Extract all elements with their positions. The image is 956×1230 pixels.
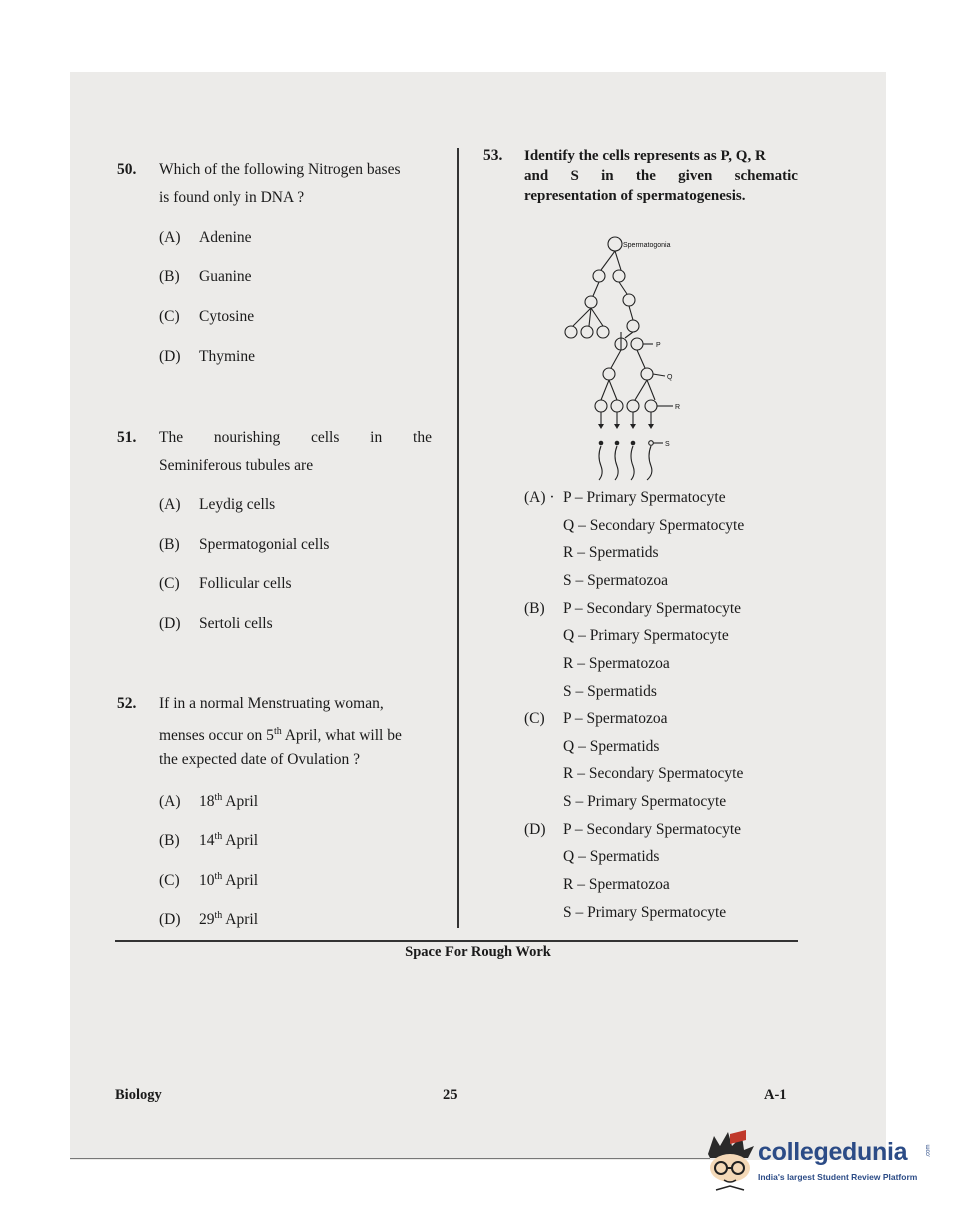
question-text: If in a normal Menstruating woman, (159, 695, 384, 712)
question-number: 52. (117, 695, 137, 712)
label-r: R (675, 404, 681, 411)
option-c-row: S – Primary Spermatocyte (563, 793, 727, 810)
cell (595, 400, 607, 412)
footer-page-number: 25 (443, 1087, 458, 1103)
option-c-row: R – Secondary Spermatocyte (563, 765, 744, 782)
option-b-row: Q – Primary Spermatocyte (563, 627, 729, 644)
option-c: (C) 10th April (159, 871, 259, 890)
option-b: (B) Spermatogonial cells (159, 536, 330, 553)
cell (627, 320, 639, 332)
option-a: (A) 18th April (159, 792, 259, 811)
sperm-tail (647, 446, 652, 480)
logo-wordmark: collegedunia (758, 1138, 908, 1166)
cell-s (649, 441, 654, 446)
label-q: Q (667, 374, 673, 381)
cell-spermatogonia (608, 237, 622, 251)
cell (611, 400, 623, 412)
question-text: Seminiferous tubules are (159, 457, 314, 474)
option-a-row: R – Spermatids (563, 544, 659, 561)
cell (623, 294, 635, 306)
question-text: the expected date of Ovulation ? (159, 751, 360, 768)
option-b-row: P – Secondary Spermatocyte (563, 600, 742, 617)
rough-work-label: Space For Rough Work (405, 944, 551, 960)
mascot-icon (700, 1128, 758, 1194)
column-divider (457, 148, 459, 928)
option-c: (C) Cytosine (159, 308, 255, 325)
spermatogenesis-diagram (555, 232, 705, 482)
bottom-rule (70, 1158, 710, 1159)
label-spermatogonia: Spermatogonia (623, 242, 671, 249)
cell-q (641, 368, 653, 380)
cell (613, 270, 625, 282)
sperm-tail (615, 446, 618, 480)
cell (597, 326, 609, 338)
rough-work-divider (115, 940, 798, 942)
option-c-row: P – Spermatozoa (563, 710, 668, 727)
question-text: The nourishing cells in the (159, 429, 432, 446)
question-text: and S in the given schematic (524, 168, 798, 184)
option-d-row: P – Secondary Spermatocyte (563, 821, 742, 838)
question-text: representation of spermatogenesis. (524, 188, 746, 204)
option-c-row: Q – Spermatids (563, 738, 660, 755)
cell (593, 270, 605, 282)
collegedunia-logo (700, 1128, 930, 1200)
option-b-row: S – Spermatids (563, 683, 657, 700)
footer-code: A-1 (764, 1087, 787, 1103)
cell (627, 400, 639, 412)
option-d: (D) 29th April (159, 910, 259, 929)
logo-tagline: India's largest Student Review Platform (758, 1172, 918, 1182)
question-number: 53. (483, 147, 503, 164)
question-text: menses occur on 5th April, what will be (159, 726, 402, 745)
option-d-row: R – Spermatozoa (563, 876, 670, 893)
option-b: (B) 14th April (159, 831, 259, 850)
option-c-label: (C) (524, 710, 545, 727)
sperm-tail (599, 446, 602, 480)
cell (603, 368, 615, 380)
option-d-label: (D) (524, 821, 546, 838)
option-a-row: P – Primary Spermatocyte (563, 489, 726, 506)
question-number: 50. (117, 161, 137, 178)
option-b-label: (B) (524, 600, 545, 617)
sperm-head (615, 441, 620, 446)
logo-suffix: .com (925, 1144, 932, 1158)
question-text: is found only in DNA ? (159, 189, 305, 206)
option-b-row: R – Spermatozoa (563, 655, 670, 672)
option-b: (B) Guanine (159, 268, 252, 285)
option-c: (C) Follicular cells (159, 575, 292, 592)
cell-p (631, 338, 643, 350)
option-d-row: S – Primary Spermatocyte (563, 904, 727, 921)
label-s: S (665, 441, 670, 448)
footer-subject: Biology (115, 1087, 162, 1103)
sperm-head (631, 441, 636, 446)
cell-r (645, 400, 657, 412)
option-a-row: Q – Secondary Spermatocyte (563, 517, 745, 534)
sperm-tail (631, 446, 634, 480)
option-a: (A) Leydig cells (159, 496, 276, 513)
option-a-label: (A) · (524, 489, 555, 506)
question-text: Identify the cells represents as P, Q, R (524, 148, 766, 164)
option-d: (D) Sertoli cells (159, 615, 273, 632)
label-p: P (656, 342, 661, 349)
cell (565, 326, 577, 338)
question-text: Which of the following Nitrogen bases (159, 161, 401, 178)
option-a: (A) Adenine (159, 229, 252, 246)
option-a-row: S – Spermatozoa (563, 572, 669, 589)
option-d-row: Q – Spermatids (563, 848, 660, 865)
cell (581, 326, 593, 338)
sperm-head (599, 441, 604, 446)
cell (585, 296, 597, 308)
option-d: (D) Thymine (159, 348, 255, 365)
question-number: 51. (117, 429, 137, 446)
